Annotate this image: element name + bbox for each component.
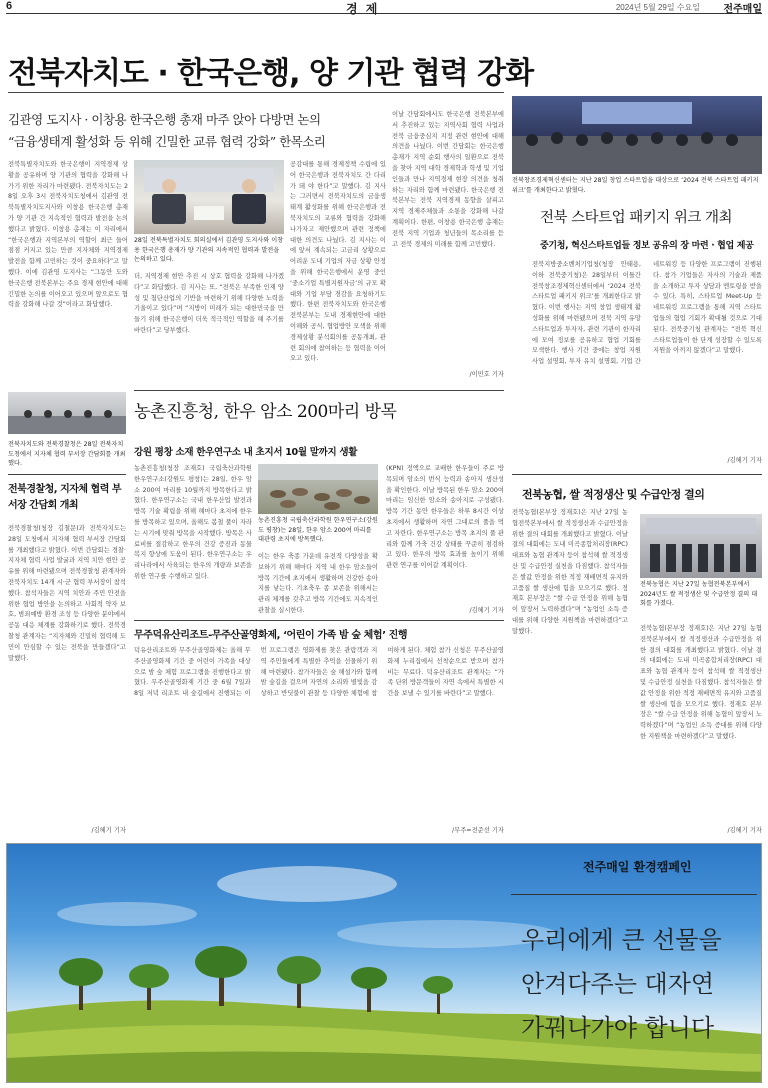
- photo-caption: 전북농협은 지난 27일 농협전북본부에서 2024년도 쌀 적정생산 및 수급안정 결의 대회를 가졌다.: [640, 581, 758, 607]
- article-body: (KPN) 정액으로 교배한 한우들이 주로 방목되며 암소의 번식 능력과 송아지 생산성을 확인한다. 이날 방목된 한우 암소 200여 마리는 임신한 암소와 송아지로 구성됐다. 방목 기간 동안 한우들은 하루 8시간 이상 초지에서 생활하며 자연 그대로의 풀을 먹고 자란다. 한우연구소는 방목 초지의 풀 관리와 함께 가축 건강 상태를 꾸준히 점검하고 있다. 한우의 방목 효과를 높이기 위해 관련 연구를 이어갈 계획이다.: [386, 465, 504, 570]
- environment-campaign-ad: [6, 843, 762, 1083]
- author-byline: /김혜기 기자: [727, 827, 762, 834]
- cattle-grazing-photo: [258, 464, 378, 514]
- photo-caption: 농촌진흥청 국립축산과학원 한우연구소(강원도 평창)는 28일, 한우 암소 200여 마리를 대관령 초지에 방목했다.: [258, 517, 378, 543]
- photo-caption: 28일 전북특별자치도 회의실에서 김관영 도지사와 이창용 한국은행 총재가 양 기관의 지속적인 협력과 발전을 논의하고 있다.: [134, 237, 284, 263]
- ceremony-photo: [640, 514, 762, 578]
- author-byline: /이민호 기자: [469, 371, 504, 378]
- article-body: 이날 간담회에서도 한국은행 전북본부에서 추진하고 있는 지역사회 협력 사업과 전북 금융중심지 지정 관련 현안에 대해 의견을 나눴다. 이번 간담회는 한국은행 총재가 지역 순회 행사의 일환으로 전북을 찾아 지역 대학 경제학과 학생 및 기업인들과 만나 지역경제 현장 의견을 청취하는 자리와 함께 마련됐다. 한국은행 전북본부는 전북 지역경제 동향을 살피고 지역 경제주체들과 소통을 강화해 나갈 계획이다. 한편, 이창용 한국은행 총재는 전북 지역 기업과 청년들의 목소리를 듣고 전북 경제의 미래를 함께 고민했다.: [392, 111, 504, 248]
- article-body: 전북농협(본부장 정재호)은 지난 27일 농협전북본부에서 쌀 적정생산과 수급안정을 위한 결의 대회를 개최했다고 밝혔다. 이날 결의 대회에는 도내 미곡종합처리장(RPC) 대표와 농협 관계자 등이 참석해 쌀 적정생산 및 수급안정 실천을 다짐했다. 참석자들은 쌀값 안정을 위한 적정 재배면적 유지와 고품질 쌀 생산에 힘을 모으기로 했다. 정재호 본부장은 “쌀 수급 안정을 위해 농협이 앞장서 노력하겠다”며 “농업인 소득 증대를 위해 다양한 지원책을 마련하겠다”고 말했다.: [640, 625, 762, 740]
- article-body: 전북농협(본부장 정재호)은 지난 27일 농협전북본부에서 쌀 적정생산과 수급안정을 위한 결의 대회를 개최했다고 밝혔다. 이날 결의 대회에는 도내 미곡종합처리장(RPC) 대표와 농협 관계자 등이 참석해 쌀 적정생산 및 수급안정 실천을 다짐했다. 참석자들은 쌀값 안정을 위한 적정 재배면적 유지와 고품질 쌀 생산에 힘을 모으기로 했다. 정재호 본부장은 “쌀 수급 안정을 위해 농협이 앞장서 노력하겠다”며 “농업인 소득 증대를 위해 다양한 지원책을 마련하겠다”고 말했다.: [512, 509, 628, 635]
- article-subheadline: “금융생태계 활성화 등 위해 긴밀한 교류 협력 강화” 한목소리: [8, 134, 326, 149]
- meeting-photo: [134, 160, 284, 234]
- article-body: 농촌진흥청(청장 조재호) 국립축산과학원 한우연구소(강원도 평창)는 28일, 한우 암소 200여 마리를 10월까지 방목한다고 밝혔다. 한우연구소는 국내 한우산업 발전과 방목 기술 확립을 위해 해마다 초지에 한우를 방목하고 있으며, 올해도 봄철 풀이 자라는 시기에 맞춰 방목을 시작했다. 방목은 사료비를 절감하고 한우의 건강 증진과 동물복지 향상에 도움이 된다. 한우연구소는 우리나라에서 사육되는 한우의 개량과 보존을 위한 연구를 수행하고 있다.: [134, 465, 252, 580]
- article-subheadline: 강원 평창 소재 한우연구소 내 초지서 10월 말까지 생활: [134, 447, 358, 458]
- newspaper-name: 전주매일: [723, 4, 762, 15]
- page-header: [6, 0, 762, 14]
- author-byline: /김혜기 기자: [91, 827, 126, 834]
- article-headline: 전북농협, 쌀 적정생산 및 수급안정 결의: [522, 488, 705, 501]
- divider: [134, 620, 504, 621]
- divider: [8, 92, 504, 93]
- article-headline: 전북자치도 · 한국은행, 양 기관 협력 강화: [8, 56, 534, 91]
- author-byline: /무주=전준선 기자: [452, 827, 504, 834]
- article-subheadline: 중기청, 혁신스타트업들 정보 공유의 장 마련 · 협업 제공: [540, 241, 754, 251]
- event-photo: [512, 96, 762, 174]
- page-number: 6: [6, 0, 13, 12]
- article-body: 전북특별자치도와 한국은행이 지역경제 상황을 공유하며 양 기관의 협력을 강화해 나가기 위한 자리가 마련됐다. 전북자치도는 28일 오후 3시 전북자치도청에서 김관영 전북특별자치도지사와 이창용 한국은행 총재가 양 기관 간 지속적인 협력과 발전을 논의했다고 밝혔다. 이창용 총재는 이 자리에서 “한국은행과 지역본부의 역할이 최근 들어 점점 커지고 있는 만큼 지자체와 지역경제 발전을 함께 고민하는 것이 중요하다”고 말했다. 이에 김관영 도지사는 “그동안 도와 한국은행 전북본부는 주요 경제 현안에 대해 긴밀한 논의를 이어오고 있으며 앞으로도 협력을 강화해 나갈 것”이라고 화답했다.: [8, 161, 128, 309]
- divider: [511, 894, 757, 895]
- campaign-slogan-line: 안겨다주는 대자연: [521, 970, 715, 998]
- photo-caption: 전북창조경제혁신센터는 지난 28일 창업 스타트업을 대상으로 ‘2024 전북 스타트업 패키지 위크’를 개최한다고 밝혔다.: [512, 177, 759, 194]
- article-body: 덕유산리조트와 무주산골영화제는 올해 무주산골영화제 기간 중 어린이 가족을 대상으로 밤 숲 체험 프로그램을 진행한다고 밝혔다. 무주산골영화제 기간 중 6월 7일과 8일 저녁 리조트 내 숲길에서 진행되는 이번 프로그램은 영화제를 찾은 관람객과 지역 주민들에게 특별한 추억을 선물하기 위해 마련됐다. 참가자들은 숲 해설가와 함께 밤 숲길을 걸으며 자연의 소리와 별빛을 감상하고 반딧불이 관찰 등 다양한 체험에 참여하게 된다. 체험 참가 신청은 무주산골영화제 누리집에서 선착순으로 받으며 참가비는 무료다. 덕유산리조트 관계자는 “가족 단위 방문객들이 자연 속에서 특별한 시간을 보낼 수 있기를 바란다”고 말했다.: [134, 647, 504, 698]
- divider: [512, 474, 762, 475]
- author-byline: /김혜기 기자: [469, 607, 504, 614]
- article-body: 전북지방중소벤처기업청(청장 안태용, 이하 전북중기청)은 28일부터 이틀간 전북창조경제혁신센터에서 ‘2024 전북 스타트업 패키지 위크’를 개최한다고 밝혔다. 이번 행사는 지역 창업 생태계 활성화를 위해 마련됐으며 전북 지역 유망 스타트업과 투자자, 관련 기관이 한자리에 모여 정보를 공유하고 협업 기회를 모색한다. 행사 기간 중에는 창업 지원 사업 설명회, 투자 유치 설명회, 기업 간 네트워킹 등 다양한 프로그램이 진행된다. 참가 기업들은 자사의 기술과 제품을 소개하고 투자 상담과 멘토링을 받을 수 있다. 특히, 스타트업 Meet-Up 등 네트워킹 프로그램을 통해 지역 스타트업들의 협업 기회가 확대될 것으로 기대된다. 전북중기청 관계자는 “전북 혁신 스타트업들이 한 단계 성장할 수 있도록 지원을 아끼지 않겠다”고 말했다.: [532, 261, 762, 366]
- campaign-slogan-line: 가꿔나가야 합니다: [521, 1014, 715, 1042]
- divider: [134, 390, 504, 391]
- article-subheadline: 김관영 도지사 · 이창용 한국은행 총재 마주 앉아 다방면 논의: [8, 112, 321, 127]
- campaign-slogan-line: 우리에게 큰 선물을: [521, 926, 722, 954]
- campaign-label: 전주매일 환경캠페인: [583, 860, 692, 874]
- article-body: 공감대를 통해 경제정책 수립에 있어 한국은행과 전북자치도 간 다리가 돼 야 한다”고 말했다. 김 지사는 그러면서 전북자치도의 금융생태계 활성화를 위해 한국은행과 전북자치도의 교류와 협력을 강화해 나가자고 제안했으며 관련 정책에 대한 의견도 나눴다. 김 지사는 이에 앞서 계속되는 고금리 상황으로 어려운 도내 기업의 자금 상황 안정을 위해 한국은행에서 운영 중인 ‘중소기업 특별지원자금’의 규모 확대와 기업 부담 경감을 요청하기도 했다. 한편 전북자치도와 한국은행 전북본부는 도내 경제현안에 대한 이해와 공식, 협업방안 모색을 위해 경제상황 분석회의를 공동개최, 관련 회의에 참여하는 등 협력을 이어오고 있다.: [290, 161, 386, 363]
- section-name: 경 제: [346, 2, 380, 16]
- meeting-photo: [8, 392, 126, 434]
- article-headline: 전북 스타트업 패키지 위크 개최: [540, 210, 733, 226]
- issue-date: 2024년 5월 29일 수요일: [615, 3, 700, 12]
- article-body: 전북경찰청(청장 김철문)과 전북자치도는 28일 도청에서 지자체 협력 부서장 간담회를 개최했다고 밝혔다. 이번 간담회는 경찰·지자체 협력 사업 발굴과 지역 치안 현안 공유를 위해 마련됐으며 전북경찰청 관계자와 전북자치도 14개 시·군 협력 부서장이 참석했다. 참석자들은 지역 치안과 주민 안전을 위한 협업 방안을 논의하고 사회적 약자 보호, 범죄예방 환경 조성 등 다양한 분야에서 공동 대응 체계를 강화하기로 했다. 전북경찰청 관계자는 “지자체와 긴밀히 협력해 도민이 안심할 수 있는 전북을 만들겠다”고 말했다.: [8, 525, 126, 662]
- photo-caption: 전북자치도와 전북경찰청은 28일 전북자치도청에서 지자체 협력 부서장 간담회를 개최했다.: [8, 441, 126, 467]
- article-headline: 농촌진흥청, 한우 암소 200마리 방목: [134, 402, 397, 422]
- article-headline: 무주덕유산리조트-무주산골영화제, ‘어린이 가족 밤 숲 체험’ 진행: [134, 630, 408, 641]
- article-headline: 전북경찰청, 지자체 협력 부서장 간담회 개최: [8, 484, 122, 511]
- divider: [8, 474, 126, 475]
- article-body: 이는 한우 축종 가운데 유전적 다양성을 확보하기 위해 해마다 지역 내 한우 암소들이 방목 기간에 초지에서 생활하며 건강한 송아지를 낳는다. 기초축우 종 보존을 위해서는 관리 체계를 갖추고 방목 기간에도 지속적인 관찰을 실시한다.: [258, 553, 378, 614]
- author-byline: /김혜기 기자: [727, 457, 762, 464]
- article-body: 더, 지역경제 현안 추진 시 상호 협력을 강화해 나가겠다”고 화답했다. 김 지사는 또, “전북은 부족한 인재 양성 및 첨단산업의 기반을 마련하기 위해 다양한 노력을 기울이고 있다”며 “지방이 미래가 되는 대한민국을 만들기 위해 한국은행이 더욱 적극적인 역할을 해 주기를 바란다”고 당부했다.: [134, 273, 284, 334]
